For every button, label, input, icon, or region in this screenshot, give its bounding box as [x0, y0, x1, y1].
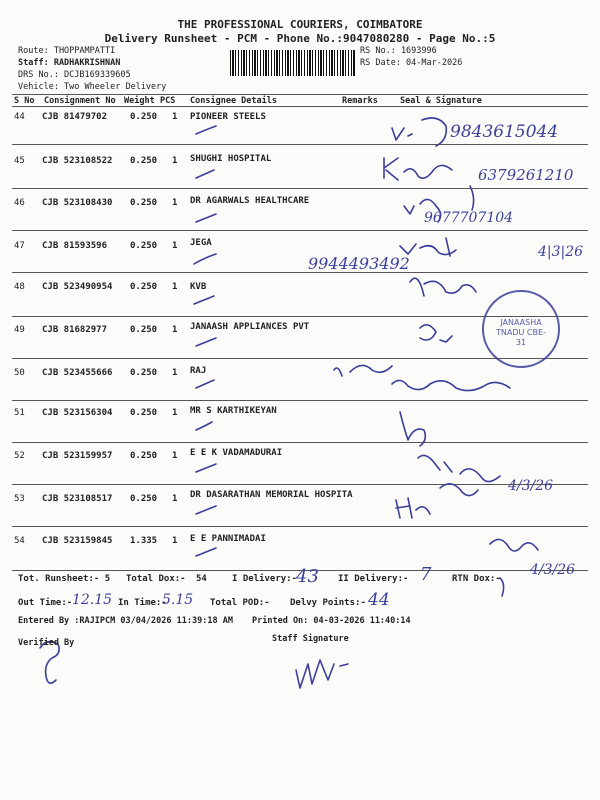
row-consignee: DR AGARWALS HEALTHCARE [190, 196, 310, 206]
row-weight: 0.250 [130, 198, 158, 208]
row-consignment: CJB 81593596 [42, 241, 108, 251]
row-pcs: 1 [172, 368, 178, 378]
row-weight: 0.250 [130, 241, 158, 251]
row-consignee: KVB [190, 282, 207, 292]
col-consignment: Consignment No [44, 96, 116, 106]
col-pcs: PCS [160, 96, 176, 106]
row-consignee: RAJ [190, 366, 207, 376]
hand-date-3: 4/3/26 [530, 562, 576, 578]
row-consignment: CJB 523490954 [42, 282, 113, 292]
company-title: THE PROFESSIONAL COURIERS, COIMBATORE [177, 18, 423, 31]
hand-phone-1: 9843615044 [450, 122, 559, 142]
row-sno: 48 [14, 282, 25, 292]
row-consignee: JANAASH APPLIANCES PVT [190, 322, 310, 332]
row-consignment: CJB 523108430 [42, 198, 113, 208]
row-consignee: SHUGHI HOSPITAL [190, 154, 272, 164]
col-remarks: Remarks [342, 96, 378, 106]
row-weight: 0.250 [130, 368, 158, 378]
hand-phone-2: 6379261210 [478, 166, 574, 184]
row-pcs: 1 [172, 112, 178, 122]
row-pcs: 1 [172, 408, 178, 418]
row-weight: 0.250 [130, 112, 158, 122]
row-sno: 44 [14, 112, 25, 122]
drs-label: DRS No.: DCJB169339605 [18, 70, 131, 80]
company-stamp [482, 290, 560, 368]
in-time-label: In Time:- [118, 598, 167, 608]
in-time-hand: 5.15 [162, 592, 194, 608]
row-sno: 53 [14, 494, 25, 504]
staff-label: Staff: RADHAKRISHNAN [18, 58, 121, 68]
row-sno: 47 [14, 241, 25, 251]
route-label: Route: THOPPAMPATTI [18, 46, 116, 56]
i-delivery-label: I Delivery:- [232, 574, 298, 584]
row-pcs: 1 [172, 494, 178, 504]
staff-signature: Staff Signature [272, 634, 349, 644]
row-pcs: 1 [172, 451, 178, 461]
row-pcs: 1 [172, 241, 178, 251]
stamp-text: JANAASHA TNADU CBE-31 [496, 318, 546, 347]
row-weight: 0.250 [130, 282, 158, 292]
out-time-hand: 12.15 [72, 592, 113, 608]
col-weight: Weight [124, 96, 155, 106]
rs-number: RS No.: 1693996 [360, 46, 437, 56]
col-seal: Seal & Signature [400, 96, 482, 106]
total-dox-label: Total Dox:- [126, 574, 186, 584]
hand-phone-3: 9677707104 [424, 210, 514, 226]
row-pcs: 1 [172, 156, 178, 166]
row-weight: 0.250 [130, 156, 158, 166]
row-consignment: CJB 523156304 [42, 408, 113, 418]
hand-date-1: 4|3|26 [538, 244, 584, 260]
total-dox-value: 54 [196, 574, 207, 584]
verified-by: Verified By [18, 638, 75, 648]
row-consignee: E E K VADAMADURAI [190, 448, 283, 458]
rs-date: RS Date: 04-Mar-2026 [360, 58, 463, 68]
row-weight: 0.250 [130, 408, 158, 418]
row-sno: 50 [14, 368, 25, 378]
row-sno: 46 [14, 198, 25, 208]
row-pcs: 1 [172, 536, 178, 546]
row-consignment: CJB 523455666 [42, 368, 113, 378]
delvy-points-label: Delvy Points:- [290, 598, 366, 608]
runsheet-subtitle: Delivery Runsheet - PCM - Phone No.:9047080280 - Page No.:5 [104, 32, 496, 45]
row-consignee: E E PANNIMADAI [190, 534, 266, 544]
row-sno: 52 [14, 451, 25, 461]
row-weight: 0.250 [130, 494, 158, 504]
row-consignment: CJB 523108522 [42, 156, 113, 166]
ii-delivery-label: II Delivery:- [338, 574, 409, 584]
rtn-dox-label: RTN Dox:- [452, 574, 501, 584]
row-consignee: MR S KARTHIKEYAN [190, 406, 277, 416]
row-sno: 45 [14, 156, 25, 166]
row-sno: 49 [14, 325, 25, 335]
row-pcs: 1 [172, 282, 178, 292]
row-pcs: 1 [172, 325, 178, 335]
hand-date-2: 4/3/26 [508, 478, 554, 494]
row-consignment: CJB 81479702 [42, 112, 108, 122]
row-weight: 0.250 [130, 325, 158, 335]
row-weight: 1.335 [130, 536, 158, 546]
tot-runsheet: Tot. Runsheet:- 5 [18, 574, 111, 584]
row-sno: 54 [14, 536, 25, 546]
row-sno: 51 [14, 408, 25, 418]
vehicle-label: Vehicle: Two Wheeler Delivery [18, 82, 167, 92]
row-pcs: 1 [172, 198, 178, 208]
row-consignee: DR DASARATHAN MEMORIAL HOSPITA [190, 490, 353, 500]
row-consignment: CJB 523159845 [42, 536, 113, 546]
printed-on: Printed On: 04-03-2026 11:40:14 [252, 616, 411, 626]
row-consignment: CJB 81682977 [42, 325, 108, 335]
row-consignee: JEGA [190, 238, 212, 248]
delvy-points-hand: 44 [368, 590, 390, 610]
hand-phone-4: 9944493492 [308, 254, 410, 273]
row-weight: 0.250 [130, 451, 158, 461]
i-delivery-hand: 43 [296, 566, 319, 587]
row-consignee: PIONEER STEELS [190, 112, 266, 122]
row-consignment: CJB 523108517 [42, 494, 113, 504]
entered-by: Entered By :RAJIPCM 03/04/2026 11:39:18 AM [18, 616, 233, 626]
col-consignee: Consignee Details [190, 96, 277, 106]
out-time-label: Out Time:- [18, 598, 73, 608]
col-sno: S No [14, 96, 35, 106]
ii-delivery-hand: 7 [420, 564, 432, 585]
row-consignment: CJB 523159957 [42, 451, 113, 461]
total-pod-label: Total POD:- [210, 598, 270, 608]
